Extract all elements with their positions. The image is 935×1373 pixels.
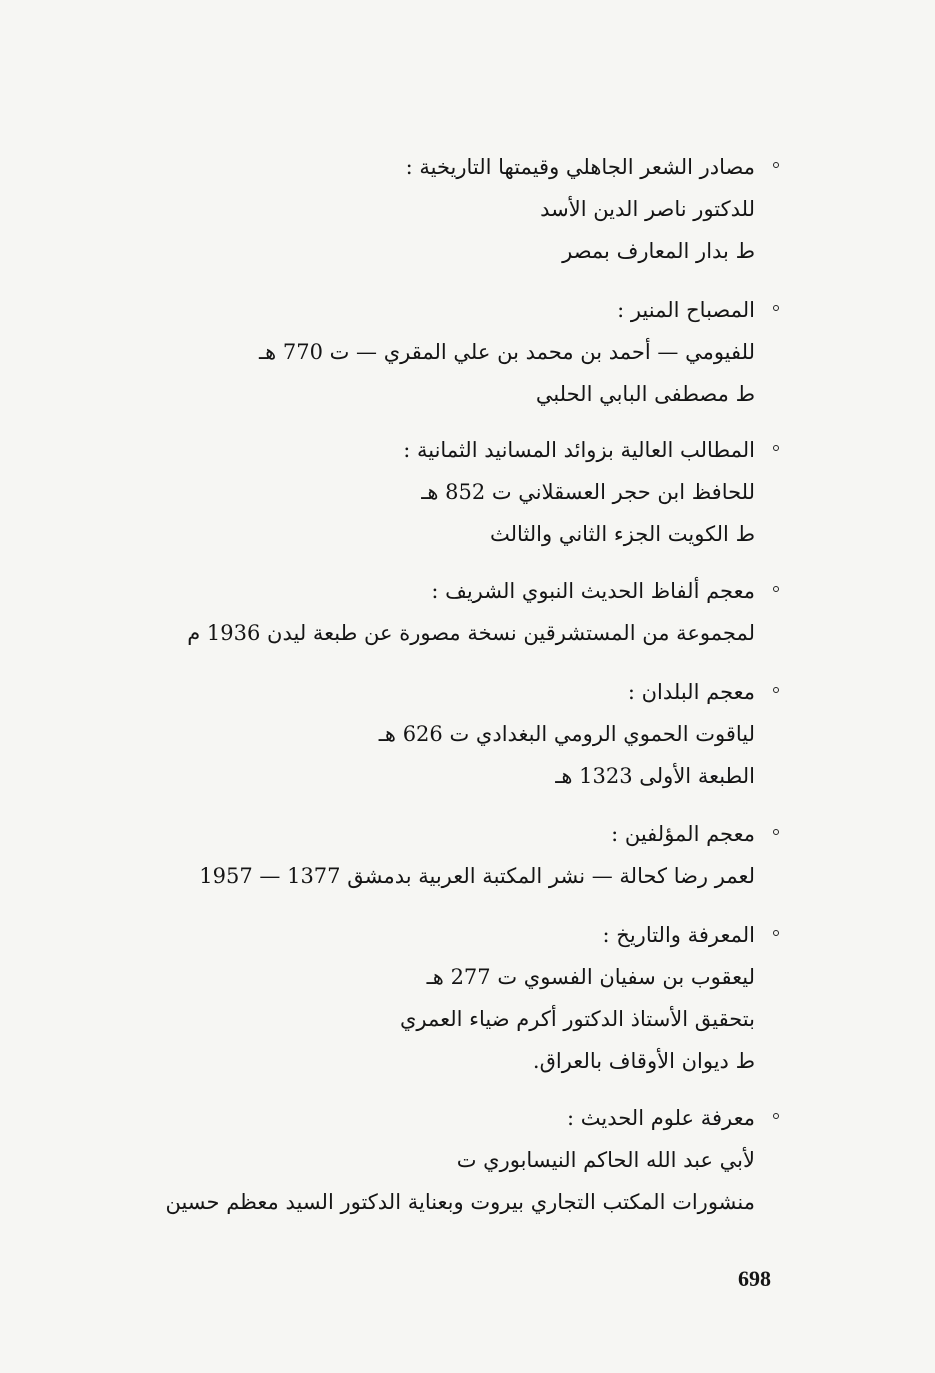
bullet-icon [773, 930, 779, 936]
entry-title: معجم ألفاظ الحديث النبوي الشريف : [431, 579, 755, 603]
bullet-icon [773, 162, 779, 168]
bullet-icon [773, 1113, 779, 1119]
entry-line: ط الكويت الجزء الثاني والثالث [490, 522, 755, 546]
entry-line: ليعقوب بن سفيان الفسوي ت 277 هـ [426, 965, 755, 989]
entry-title: المطالب العالية بزوائد المسانيد الثمانية : [403, 438, 755, 462]
entry-line: ط مصطفى البابي الحلبي [535, 382, 755, 406]
bullet-icon [773, 586, 779, 592]
entry-line: لأبي عبد الله الحاكم النيسابوري ت [456, 1148, 755, 1172]
entry-line: ط ديوان الأوقاف بالعراق. [532, 1049, 755, 1073]
bullet-icon [773, 687, 779, 693]
bibliography-entry [165, 1097, 755, 1223]
bullet-icon [773, 445, 779, 451]
entry-line: منشورات المكتب التجاري بيروت وبعناية الدكتور السيد معظم حسين [165, 1190, 755, 1214]
bibliography-entry [400, 914, 755, 1082]
entry-title: مصادر الشعر الجاهلي وقيمتها التاريخية : [405, 155, 755, 179]
entry-line: ط بدار المعارف بمصر [562, 239, 755, 263]
entry-line: لمجموعة من المستشرقين نسخة مصورة عن طبعة ليدن 1936 م [187, 621, 755, 645]
bibliography-entry [379, 671, 755, 797]
bibliography-entry [259, 289, 755, 415]
bibliography-entry [406, 146, 755, 272]
bibliography-entry [199, 813, 755, 897]
bibliography-entry [187, 570, 755, 654]
bullet-icon [773, 829, 779, 835]
page-number: 698 [738, 1266, 771, 1291]
entry-title: معجم المؤلفين : [611, 822, 755, 846]
entry-title: معرفة علوم الحديث : [567, 1106, 755, 1130]
entry-line: الطبعة الأولى 1323 هـ [555, 764, 755, 788]
bibliography-entry [403, 429, 755, 555]
entry-line: للفيومي — أحمد بن محمد بن علي المقري — ت 770 هـ [258, 340, 755, 364]
entry-title: المعرفة والتاريخ : [602, 923, 755, 947]
entry-title: معجم البلدان : [627, 680, 755, 704]
entry-line: بتحقيق الأستاذ الدكتور أكرم ضياء العمري [399, 1007, 755, 1031]
entry-line: لعمر رضا كحالة — نشر المكتبة العربية بدمشق 1377 — 1957 [199, 864, 755, 888]
entry-title: المصباح المنير : [617, 298, 755, 322]
bullet-icon [773, 305, 779, 311]
entry-line: لياقوت الحموي الرومي البغدادي ت 626 هـ [378, 722, 755, 746]
entry-line: للدكتور ناصر الدين الأسد [540, 197, 755, 221]
entry-line: للحافظ ابن حجر العسقلاني ت 852 هـ [421, 480, 755, 504]
